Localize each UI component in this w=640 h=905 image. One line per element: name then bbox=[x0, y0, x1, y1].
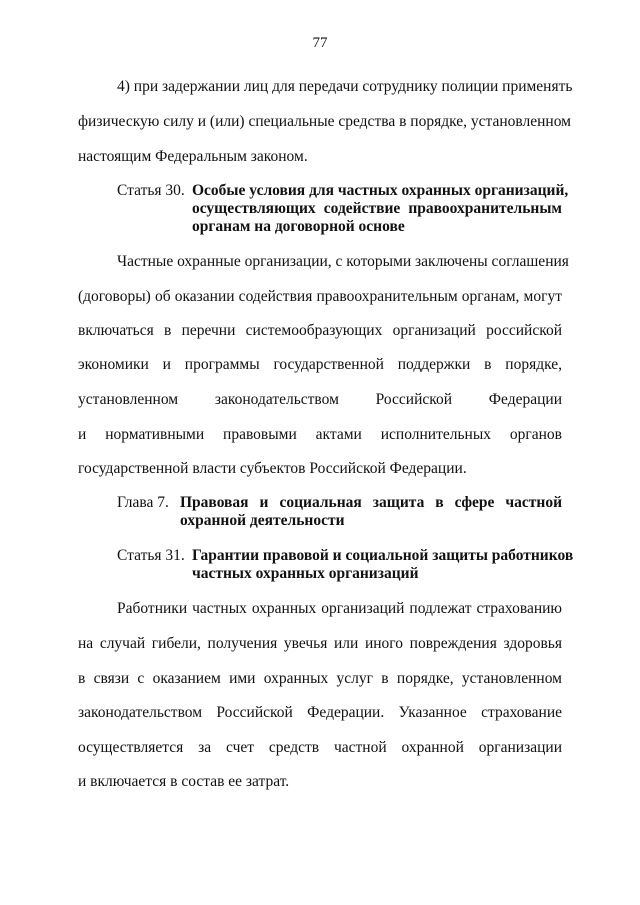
heading-line: Особые условия для частных охранных организаций, bbox=[192, 182, 569, 199]
text-line: в связи с оказанием ими охранных услуг в порядке, установленном bbox=[78, 670, 562, 687]
text-line: (договоры) об оказании содействия правоохранительным органам, могут bbox=[78, 288, 562, 305]
heading-line: органам на договорной основе bbox=[192, 218, 405, 235]
article-31-label: Статья 31. bbox=[117, 547, 185, 564]
text-line: осуществляется за счет средств частной охранной организации bbox=[78, 739, 562, 756]
article-30-heading bbox=[117, 182, 569, 238]
text-line: экономики и программы государственной поддержки в порядке, bbox=[78, 356, 562, 373]
article-31-title bbox=[192, 547, 574, 583]
heading-line: охранной деятельности bbox=[180, 512, 345, 529]
heading-line: Правовая и социальная защита в сфере частной bbox=[180, 494, 562, 511]
article-31-heading bbox=[117, 547, 574, 585]
chapter-7-label: Глава 7. bbox=[117, 494, 169, 511]
text-line: настоящим Федеральным законом. bbox=[78, 148, 308, 165]
text-line: Работники частных охранных организаций подлежат страхованию bbox=[117, 600, 562, 617]
text-line: включаться в перечни системообразующих организаций российской bbox=[78, 322, 562, 339]
article-30-label: Статья 30. bbox=[117, 182, 185, 199]
page-number: 77 bbox=[312, 35, 328, 51]
text-line: на случай гибели, получения увечья или иного повреждения здоровья bbox=[78, 635, 562, 652]
article-30-title bbox=[192, 182, 569, 236]
text-line: и нормативными правовыми актами исполнительных органов bbox=[78, 426, 562, 443]
text-line: Частные охранные организации, с которыми заключены соглашения bbox=[117, 253, 569, 270]
text-line: установленном законодательством Российской Федерации bbox=[78, 391, 562, 408]
heading-line: Гарантии правовой и социальной защиты работников bbox=[192, 547, 574, 564]
chapter-7-title bbox=[180, 494, 562, 530]
heading-line: частных охранных организаций bbox=[192, 565, 419, 582]
text-line: законодательством Российской Федерации. Указанное страхование bbox=[78, 704, 562, 721]
text-line: 4) при задержании лиц для передачи сотруднику полиции применять bbox=[117, 78, 573, 95]
chapter-7-heading bbox=[117, 494, 562, 532]
text-line: физическую силу и (или) специальные средства в порядке, установленном bbox=[78, 113, 571, 130]
heading-line: осуществляющих содействие правоохранительным bbox=[192, 200, 562, 217]
text-line: и включается в состав ее затрат. bbox=[78, 773, 290, 790]
text-line: государственной власти субъектов Российской Федерации. bbox=[78, 460, 467, 477]
